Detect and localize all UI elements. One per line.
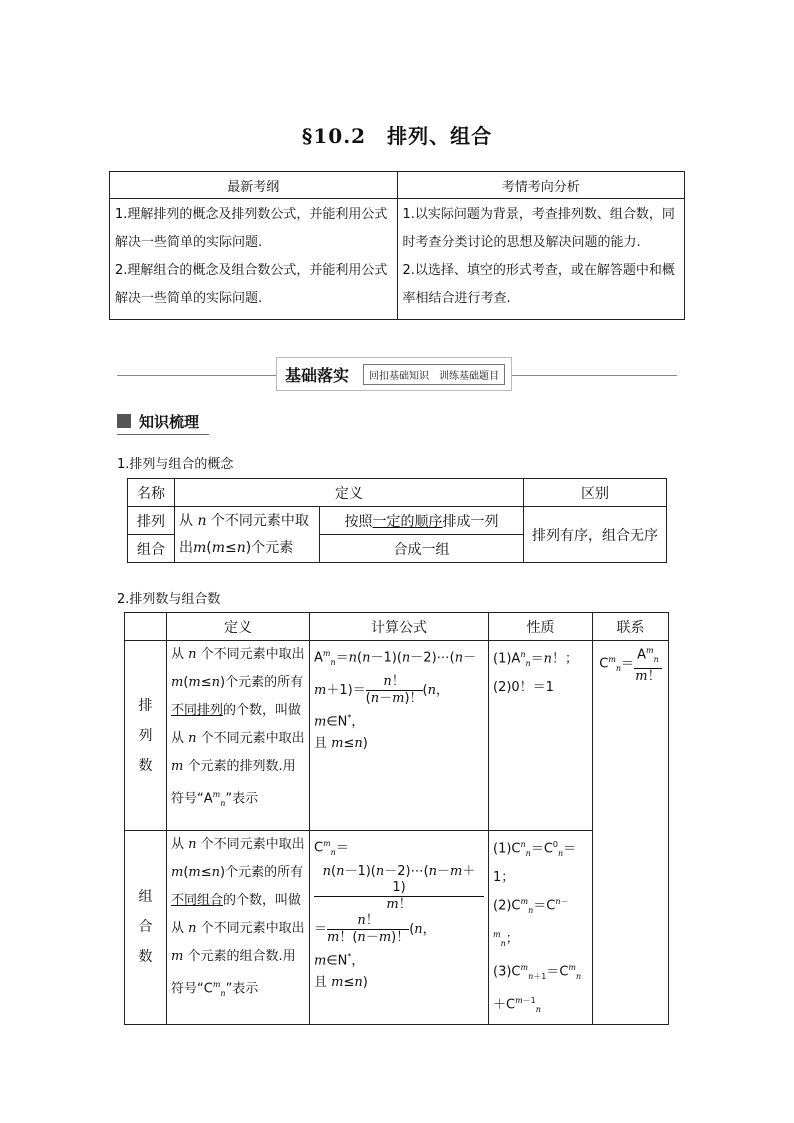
prop-text: ；	[505, 931, 519, 947]
def-text: 个不同元素中取出	[200, 837, 305, 852]
concept-comb-def: 合成一组	[320, 535, 524, 563]
prop-text: ！；	[552, 651, 579, 667]
row-label-char: 组	[138, 889, 153, 906]
concept-heading: 1.排列与组合的概念	[117, 457, 234, 472]
perm-formula: $A^m_n=n(n-1)(n-2)\cdots(n-m+1)=$ $\frac{n!}{(n-m)!}$ (n，m∈N*， 且 m≤n)	[310, 641, 489, 831]
def-text: 个元素的	[187, 759, 240, 774]
section-title: 知识梳理	[139, 413, 200, 431]
def-text: ”表示	[225, 791, 259, 807]
prop-text: (1)A	[493, 651, 521, 667]
counts-header-property: 性质	[489, 613, 593, 641]
square-bullet-icon	[117, 414, 131, 428]
concept-header-def: 定义	[175, 479, 524, 507]
counts-header-formula: 计算公式	[310, 613, 489, 641]
def-text: 个元素的	[225, 865, 278, 880]
outline-left-item: 2.理解组合的概念及组合数公式，并能利用公式解决一些简单的实际问题.	[115, 263, 388, 306]
prop-text: ＝C	[533, 898, 556, 914]
prop-text: (3)C	[493, 964, 521, 980]
def-text: 所有	[277, 675, 304, 690]
prop-text: ＝C	[546, 964, 569, 980]
relation: $C^m_n=$ $\frac{A^m_n}{m!}$	[593, 641, 669, 1025]
counts-table	[124, 612, 669, 1025]
row-label-char: 数	[138, 949, 153, 966]
row-label-char: 排	[138, 697, 153, 714]
def-text: 个元素	[251, 539, 294, 556]
def-text: 个不同元素中取出	[200, 921, 305, 936]
concept-perm-def	[320, 507, 524, 535]
def-text: 组合数.用符号“C	[171, 949, 296, 997]
concept-header-diff: 区别	[524, 479, 667, 507]
comb-definition: 从 n 个不同元素中取出m(m≤n)个元素的所有不同组合的个数，叫做从 n 个不同元素中取出 m 个元素的组合数.用符号“$C^m_n$”表示	[167, 831, 310, 1025]
def-text: 从	[179, 512, 193, 529]
concept-name-perm: 排列	[128, 507, 175, 535]
def-text: 个元素的	[225, 675, 278, 690]
prop-text: ＝C	[530, 841, 553, 857]
comb-formula: $C^m_n=$ $\frac{n(n-1)(n-2)\cdots(n-m+1)}{m!}$ ＝ $\frac{n!}{m!(n-m)!}$ (n，m∈N*， 且 m≤n)	[310, 831, 489, 1025]
perm-row-label	[125, 641, 167, 831]
concept-common-def: 从 n 个不同元素中取出m(m≤n)个元素	[175, 507, 320, 563]
concept-name-comb: 组合	[128, 535, 175, 563]
prop-text: ＝	[530, 651, 544, 667]
prop-text: ＝1；	[493, 841, 577, 885]
def-text: 排成一列	[442, 513, 499, 530]
banner-subtitle: 回扣基础知识 训练基础题目	[363, 364, 505, 385]
def-text: 个不同元素中取出	[179, 512, 309, 556]
def-text: 所有	[277, 865, 304, 880]
counts-heading: 2.排列数与组合数	[117, 592, 221, 607]
def-text: 排列数.用符号“A	[171, 759, 296, 807]
outline-right-cell	[397, 199, 685, 320]
def-text: 个不同元素中取出	[200, 731, 305, 746]
perm-definition: 从 n 个不同元素中取出m(m≤n)个元素的所有不同排列的个数，叫做从 n 个不同元素中取出 m 个元素的排列数.用符号“$A^m_n$”表示	[167, 641, 310, 831]
counts-header-blank	[125, 613, 167, 641]
counts-header-def: 定义	[167, 613, 310, 641]
def-underlined-text: 不同组合	[171, 893, 224, 908]
outline-left-item: 1.理解排列的概念及排列数公式，并能利用公式解决一些简单的实际问题.	[115, 207, 388, 250]
prop-text: (2)0！＝1	[493, 679, 554, 695]
prop-text: (1)C	[493, 841, 521, 857]
def-text: 的个数，叫做从	[171, 703, 302, 746]
concept-header-name: 名称	[128, 479, 175, 507]
banner-title: 基础落实	[285, 365, 350, 385]
outline-table	[109, 171, 685, 320]
def-underlined-text: 一定的顺序	[372, 513, 443, 530]
perm-property: $(1)A^n_n=n$！； (2)0！＝1	[489, 641, 593, 831]
row-label-char: 列	[138, 727, 153, 744]
def-text: 个元素的	[187, 949, 240, 964]
concept-diff: 排列有序，组合无序	[524, 507, 667, 563]
prop-text: (2)C	[493, 898, 521, 914]
outline-left-cell	[110, 199, 398, 320]
row-label-char: 合	[138, 919, 153, 936]
def-text: 按照	[344, 513, 373, 530]
outline-header-right: 考情考向分析	[397, 172, 685, 199]
formula-text: 且	[314, 975, 328, 991]
def-underlined-text: 不同排列	[171, 703, 224, 718]
outline-right-item: 1.以实际问题为背景，考查排列数、组合数，同时考查分类讨论的思想及解决问题的能力.	[402, 207, 675, 250]
page-title: §10.2 排列、组合	[301, 124, 493, 148]
outline-right-item: 2.以选择、填空的形式考查，或在解答题中和概率相结合进行考查.	[402, 263, 675, 306]
counts-header-relation: 联系	[593, 613, 669, 641]
section-banner	[276, 357, 512, 391]
concept-table	[127, 478, 667, 563]
row-label-char: 数	[138, 757, 153, 774]
def-text: ”表示	[225, 981, 259, 997]
formula-text: 且	[314, 736, 328, 752]
comb-property: $(1)C^n_n=C^0_n=1$； $(2)C^m_n=C^{n-m}_n$； $(3)C^m_{n+1}=C^m_n+C^{m-1}_n$	[489, 831, 593, 1025]
def-text: 从	[171, 647, 185, 662]
outline-header-left: 最新考纲	[110, 172, 398, 199]
comb-row-label	[125, 831, 167, 1025]
prop-text: ＋C	[493, 997, 516, 1013]
def-text: 个不同元素中取出	[200, 647, 305, 662]
section-heading	[117, 410, 209, 435]
def-text: 从	[171, 837, 185, 852]
def-text: 的个数，叫做从	[171, 893, 302, 936]
